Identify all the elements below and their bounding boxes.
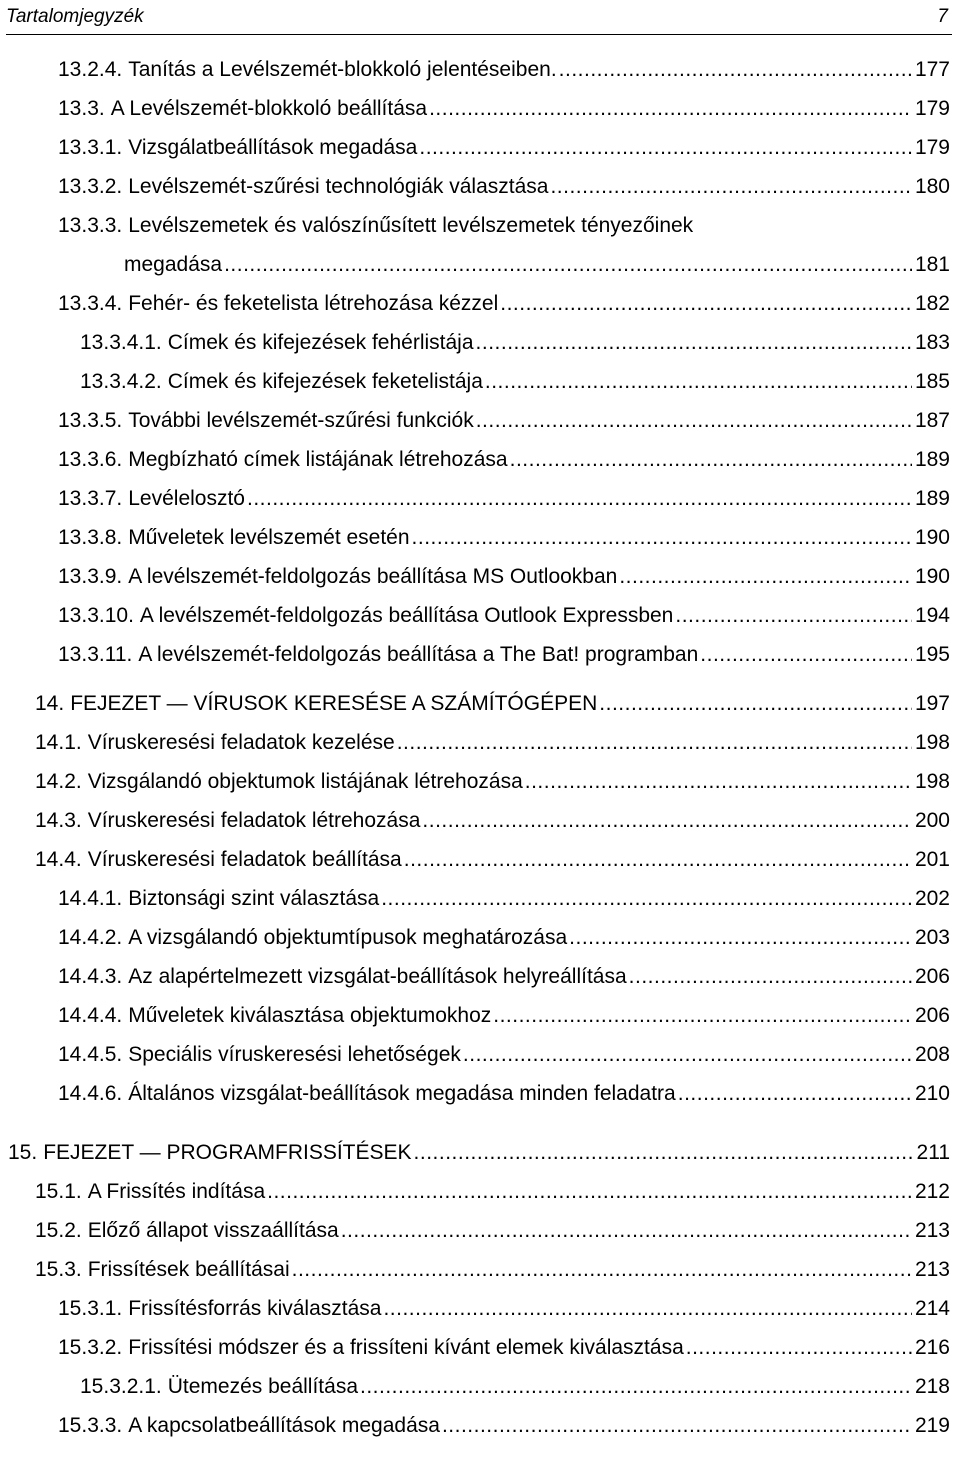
toc-entry-number: 13.3.4. — [58, 292, 123, 315]
toc-entry-number: 13.3. — [58, 97, 105, 120]
toc-entry-page: 182 — [914, 292, 950, 315]
toc-entry[interactable] — [58, 1410, 950, 1438]
toc-entry-number: 15. — [8, 1141, 38, 1164]
toc-dot-leader — [292, 1258, 912, 1282]
toc-entry-number: 13.3.1. — [58, 136, 123, 159]
toc-entry-page: 203 — [914, 926, 950, 949]
toc-entry[interactable] — [35, 1215, 950, 1243]
toc-entry-page: 181 — [914, 253, 950, 276]
toc-entry[interactable] — [35, 688, 950, 716]
toc-entry-page: 210 — [914, 1082, 950, 1105]
toc-entry-title: Frissítések beállításai — [87, 1258, 290, 1281]
toc-dot-leader — [485, 370, 912, 394]
toc-entry-page: 195 — [914, 643, 950, 666]
toc-entry-page: 197 — [914, 692, 950, 715]
toc-entry[interactable] — [58, 522, 950, 550]
toc-entry-page: 206 — [914, 1004, 950, 1027]
toc-entry[interactable] — [58, 288, 950, 316]
toc-entry-number: 13.3.4.2. — [80, 370, 162, 393]
toc-entry-number: 14.2. — [35, 770, 82, 793]
toc-entry-page: 187 — [914, 409, 950, 432]
toc-dot-leader — [599, 692, 912, 716]
toc-entry[interactable] — [58, 210, 693, 238]
toc-entry-number: 15.3. — [35, 1258, 82, 1281]
header-title: Tartalomjegyzék — [6, 6, 144, 27]
toc-entry[interactable] — [80, 1371, 950, 1399]
toc-entry-number: 14.4.6. — [58, 1082, 123, 1105]
toc-entry[interactable] — [35, 844, 950, 872]
toc-entry-title: Levélszemét-szűrési technológiák választása — [128, 175, 549, 198]
toc-entry-number: 13.3.2. — [58, 175, 123, 198]
toc-entry-number: 14.4.1. — [58, 887, 123, 910]
toc-entry-title: Frissítési módszer és a frissíteni kívánt elemek kiválasztása — [128, 1336, 684, 1359]
toc-entry[interactable] — [58, 93, 950, 121]
toc-entry-title: Műveletek kiválasztása objektumokhoz — [128, 1004, 492, 1027]
toc-entry-title: A levélszemét-feldolgozás beállítása Outlook Expressben — [139, 604, 674, 627]
toc-entry-number: 15.3.1. — [58, 1297, 123, 1320]
toc-entry-number: 13.3.7. — [58, 487, 123, 510]
toc-entry-page: 185 — [914, 370, 950, 393]
toc-entry[interactable] — [58, 132, 950, 160]
toc-dot-leader — [422, 809, 912, 833]
toc-dot-leader — [247, 487, 912, 511]
toc-entry-number: 14.4.2. — [58, 926, 123, 949]
toc-dot-leader — [675, 604, 912, 628]
toc-entry-title: Előző állapot visszaállítása — [87, 1219, 339, 1242]
toc-entry-title: Levélelosztó — [128, 487, 245, 510]
toc-entry-page: 219 — [914, 1414, 950, 1437]
toc-dot-leader — [525, 770, 912, 794]
toc-entry-page: 194 — [914, 604, 950, 627]
toc-entry[interactable] — [35, 766, 950, 794]
toc-entry-number: 13.3.6. — [58, 448, 123, 471]
toc-entry-page: 208 — [914, 1043, 950, 1066]
toc-entry-title: Címek és kifejezések feketelistája — [167, 370, 483, 393]
toc-dot-leader — [629, 965, 912, 989]
toc-entry-number: 14.4. — [35, 848, 82, 871]
toc-dot-leader — [429, 97, 912, 121]
toc-entry[interactable] — [58, 405, 950, 433]
toc-entry[interactable] — [58, 1332, 950, 1360]
toc-entry-page: 179 — [914, 136, 950, 159]
toc-entry-page: 213 — [914, 1258, 950, 1281]
toc-dot-leader — [341, 1219, 912, 1243]
toc-dot-leader — [267, 1180, 912, 1204]
toc-entry-number: 15.3.2.1. — [80, 1375, 162, 1398]
toc-entry[interactable] — [58, 1000, 950, 1028]
toc-entry-page: 189 — [914, 448, 950, 471]
toc-entry-page: 190 — [914, 526, 950, 549]
toc-entry[interactable] — [58, 1078, 950, 1106]
toc-entry[interactable] — [80, 327, 950, 355]
toc-entry[interactable] — [35, 805, 950, 833]
toc-entry-title: Levélszemetek és valószínűsített levélszemetek tényezőinek — [128, 214, 694, 237]
toc-entry[interactable] — [58, 600, 950, 628]
toc-entry[interactable] — [35, 1254, 950, 1282]
toc-entry-number: 13.3.4.1. — [80, 331, 162, 354]
toc-entry-title: Tanítás a Levélszemét-blokkoló jelentéseiben. — [128, 58, 557, 81]
toc-dot-leader — [569, 926, 912, 950]
toc-entry-title: Vizsgálandó objektumok listájának létrehozása — [87, 770, 523, 793]
toc-entry-page: 183 — [914, 331, 950, 354]
toc-entry-page: 180 — [914, 175, 950, 198]
toc-entry[interactable] — [35, 1176, 950, 1204]
toc-entry-page: 214 — [914, 1297, 950, 1320]
toc-entry-title: FEJEZET — PROGRAMFRISSÍTÉSEK — [43, 1141, 412, 1164]
toc-entry-title: Műveletek levélszemét esetén — [128, 526, 410, 549]
toc-dot-leader — [476, 331, 912, 355]
toc-entry[interactable] — [58, 444, 950, 472]
toc-dot-leader — [442, 1414, 912, 1438]
toc-entry-title: Ütemezés beállítása — [167, 1375, 358, 1398]
toc-entry-number: 13.3.9. — [58, 565, 123, 588]
toc-entry[interactable] — [58, 639, 950, 667]
toc-entry-title: A levélszemét-feldolgozás beállítása a The Bat! programban — [138, 643, 699, 666]
toc-entry-page: 189 — [914, 487, 950, 510]
toc-entry-title: Speciális víruskeresési lehetőségek — [128, 1043, 461, 1066]
toc-dot-leader — [397, 731, 912, 755]
toc-entry-title: Az alapértelmezett vizsgálat-beállítások helyreállítása — [128, 965, 627, 988]
toc-dot-leader — [559, 58, 912, 82]
toc-entry-number: 14.3. — [35, 809, 82, 832]
toc-entry-page: 177 — [914, 58, 950, 81]
toc-dot-leader — [414, 1141, 914, 1165]
toc-entry[interactable] — [58, 883, 950, 911]
toc-entry-title: Vizsgálatbeállítások megadása — [128, 136, 418, 159]
toc-entry[interactable] — [8, 1137, 950, 1165]
toc-entry[interactable] — [58, 961, 950, 989]
toc-entry-title: Víruskeresési feladatok kezelése — [87, 731, 395, 754]
toc-entry-number: 13.3.3. — [58, 214, 123, 237]
toc-dot-leader — [404, 848, 912, 872]
toc-entry[interactable] — [58, 1039, 950, 1067]
toc-entry-page: 190 — [914, 565, 950, 588]
toc-entry[interactable] — [58, 54, 950, 82]
toc-entry-page: 202 — [914, 887, 950, 910]
toc-entry-title: Frissítésforrás kiválasztása — [128, 1297, 382, 1320]
toc-entry-page: 179 — [914, 97, 950, 120]
toc-entry[interactable] — [58, 483, 950, 511]
toc-entry-number: 13.3.5. — [58, 409, 123, 432]
toc-entry-number: 15.2. — [35, 1219, 82, 1242]
toc-entry-number: 13.3.11. — [58, 643, 133, 666]
header-page-number: 7 — [937, 6, 948, 27]
toc-dot-leader — [500, 292, 912, 316]
toc-entry-title: A vizsgálandó objektumtípusok meghatározása — [128, 926, 568, 949]
toc-entry[interactable] — [35, 727, 950, 755]
toc-dot-leader — [381, 887, 912, 911]
toc-entry-title: További levélszemét-szűrési funkciók — [128, 409, 474, 432]
toc-entry-page: 213 — [914, 1219, 950, 1242]
toc-dot-leader — [619, 565, 912, 589]
toc-entry-number: 13.2.4. — [58, 58, 123, 81]
toc-entry-number: 14.4.3. — [58, 965, 123, 988]
toc-entry-page: 218 — [914, 1375, 950, 1398]
toc-entry-number: 15.1. — [35, 1180, 82, 1203]
toc-entry-number: 14. — [35, 692, 65, 715]
toc-dot-leader — [686, 1336, 912, 1360]
toc-entry-page: 200 — [914, 809, 950, 832]
toc-dot-leader — [493, 1004, 912, 1028]
toc-entry-title: Víruskeresési feladatok létrehozása — [87, 809, 421, 832]
toc-entry[interactable] — [58, 561, 950, 589]
toc-entry-page: 198 — [914, 770, 950, 793]
toc-dot-leader — [419, 136, 912, 160]
toc-dot-leader — [476, 409, 912, 433]
toc-entry[interactable] — [58, 1293, 950, 1321]
toc-entry-number: 15.3.3. — [58, 1414, 123, 1437]
toc-entry-title: A kapcsolatbeállítások megadása — [128, 1414, 440, 1437]
toc-entry-title: A Frissítés indítása — [87, 1180, 266, 1203]
toc-entry-title: Fehér- és feketelista létrehozása kézzel — [128, 292, 499, 315]
toc-entry-title: Megbízható címek listájának létrehozása — [128, 448, 508, 471]
toc-entry-page: 198 — [914, 731, 950, 754]
toc-dot-leader — [550, 175, 912, 199]
toc-entry-page: 201 — [914, 848, 950, 871]
toc-entry-page: 211 — [916, 1141, 950, 1164]
toc-entry-page: 216 — [914, 1336, 950, 1359]
toc-entry[interactable] — [80, 366, 950, 394]
toc-entry[interactable] — [124, 249, 950, 277]
toc-entry-title: A Levélszemét-blokkoló beállítása — [110, 97, 428, 120]
toc-entry-number: 14.4.5. — [58, 1043, 123, 1066]
toc-entry-title: Víruskeresési feladatok beállítása — [87, 848, 402, 871]
toc-entry-number: 14.4.4. — [58, 1004, 123, 1027]
toc-dot-leader — [383, 1297, 911, 1321]
toc-dot-leader — [360, 1375, 912, 1399]
toc-dot-leader — [678, 1082, 912, 1106]
toc-entry-page: 212 — [914, 1180, 950, 1203]
toc-dot-leader — [224, 253, 912, 277]
toc-entry-title: megadása — [124, 253, 223, 276]
toc-entry-number: 14.1. — [35, 731, 82, 754]
toc-entry-number: 13.3.8. — [58, 526, 123, 549]
toc-dot-leader — [510, 448, 912, 472]
toc-entry-number: 15.3.2. — [58, 1336, 123, 1359]
toc-entry[interactable] — [58, 171, 950, 199]
toc-entry-title: FEJEZET — VÍRUSOK KERESÉSE A SZÁMÍTÓGÉPEN — [70, 692, 598, 715]
toc-dot-leader — [463, 1043, 912, 1067]
toc-entry-title: A levélszemét-feldolgozás beállítása MS Outlookban — [128, 565, 618, 588]
toc-entry-title: Általános vizsgálat-beállítások megadása minden feladatra — [128, 1082, 676, 1105]
toc-dot-leader — [700, 643, 912, 667]
toc-dot-leader — [412, 526, 912, 550]
toc-entry-title: Biztonsági szint választása — [128, 887, 380, 910]
toc-entry-title: Címek és kifejezések fehérlistája — [167, 331, 474, 354]
toc-entry-number: 13.3.10. — [58, 604, 134, 627]
toc-entry-page: 206 — [914, 965, 950, 988]
toc-entry[interactable] — [58, 922, 950, 950]
